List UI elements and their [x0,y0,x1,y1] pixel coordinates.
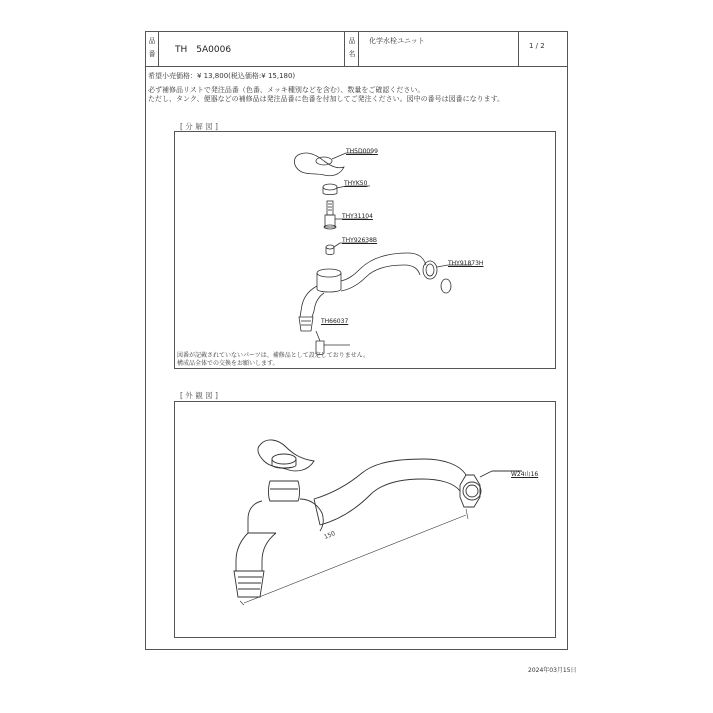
hinban-label-2: 番 [148,50,156,58]
part-label-thy91873h: THY91873H [448,260,484,267]
part-label-thyk50: THYK50 [344,180,368,187]
exploded-view-title: [ 分 解 図 ] [180,122,218,131]
exploded-footnote-2: 構成品全体での交換をお願いします。 [177,360,279,367]
hinban-label-1: 品 [148,37,156,45]
part-label-th5d0099: TH5D0099 [346,148,378,155]
product-code: TH 5A0006 [175,45,232,55]
exploded-footnote-1: 図番が記載されていないパーツは、補修品として設定しておりません。 [177,352,370,359]
part-label-th66037: TH66037 [321,318,349,325]
exploded-drawing [174,131,556,369]
exterior-drawing [174,401,556,638]
hinmei-label-1: 品 [348,37,356,45]
dimension-length: 150 [323,530,337,541]
document-date: 2024年03月15日 [528,667,577,674]
header-table [145,31,568,67]
hinmei-label-cell [345,31,359,66]
note-line-1: 必ず補修品リストで発注品番（色番、メッキ種別などを含む）、数量をご確認ください。 [148,86,425,94]
page-number: 1 / 2 [529,42,545,50]
product-name: 化学水栓ユニット [369,37,425,45]
part-label-thy31104: THY31104 [342,213,373,220]
exterior-view-title: [ 外 観 図 ] [180,391,218,400]
note-line-2: ただし、タンク、便器などの補修品は発注品番に色番を付加してご発注ください。図中の番号は図番になります。 [148,95,505,103]
hinban-label-cell [145,31,159,66]
dimension-thread: W24山16 [511,471,539,478]
product-code-cell [159,31,345,66]
page-cell [519,31,567,66]
product-name-cell [359,31,519,66]
part-label-thy92638b: THY92638B [342,237,378,244]
hinmei-label-2: 名 [348,50,356,58]
price-line: 希望小売価格：¥ 13,800(税込価格:¥ 15,180) [148,72,296,80]
